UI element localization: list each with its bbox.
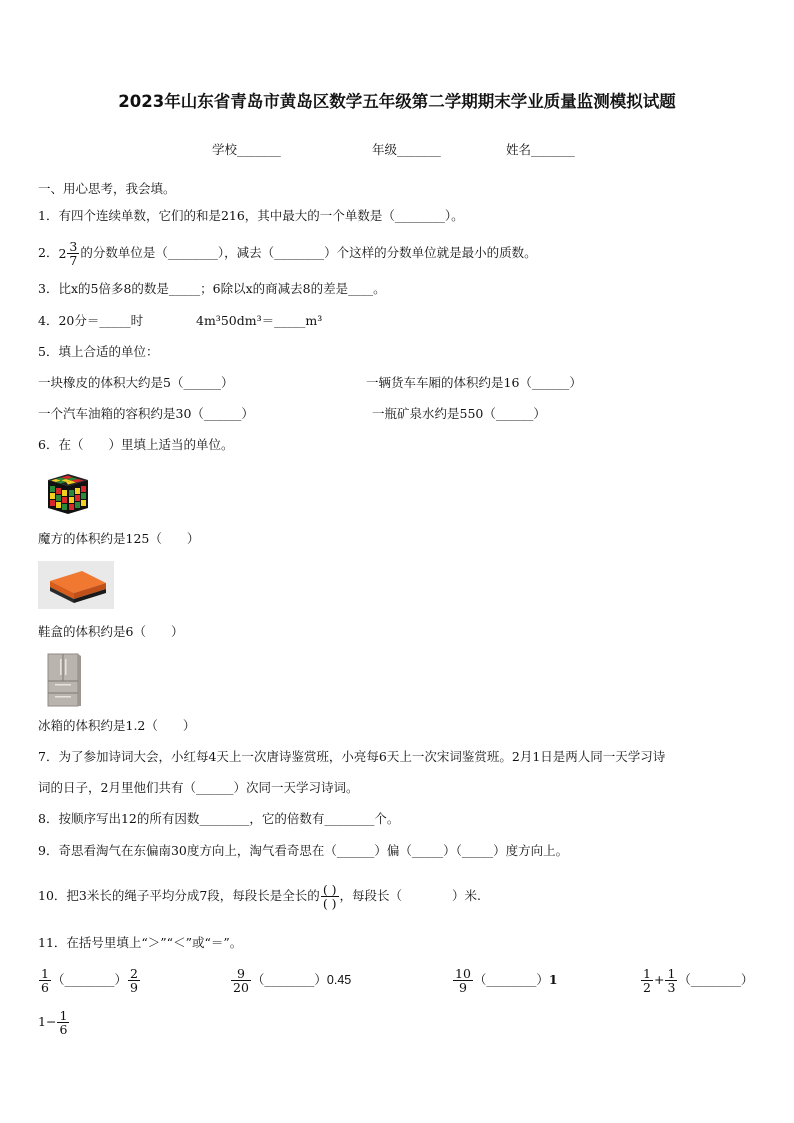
plus-sign: +: [653, 972, 665, 987]
fraction-denominator: 6: [59, 1022, 68, 1037]
fraction: [39, 967, 51, 994]
compare-item-2: [230, 962, 351, 998]
compare-item-4: [640, 962, 753, 998]
fraction-blank: [321, 883, 339, 910]
question-2-number: 2．: [38, 245, 59, 260]
fraction-numerator: 1: [667, 966, 676, 981]
question-2-text: 的分数单位是（________），减去（________）个这样的分数单位就是最小的质数。: [80, 245, 537, 260]
fraction: [453, 967, 473, 994]
question-5d: 一瓶矿泉水约是550（______）: [372, 406, 546, 421]
fraction-denominator: 20: [233, 980, 249, 995]
question-8: 8．按顺序写出12的所有因数________，它的倍数有________个。: [38, 811, 400, 826]
fraction-numerator: 1: [643, 966, 651, 981]
one-minus: 1−: [38, 1014, 57, 1029]
fraction: [665, 967, 677, 994]
question-5c: 一个汽车油箱的容积约是30（______）: [38, 406, 254, 421]
fraction-numerator: 2: [129, 966, 138, 981]
fraction-denominator: 2: [643, 980, 651, 995]
question-5-stem: 5．填上合适的单位：: [38, 344, 159, 359]
compare-value: 1: [548, 972, 558, 987]
fraction-denominator: 9: [129, 980, 138, 995]
fraction-numerator: 1: [59, 1008, 68, 1023]
compare-item-1: [38, 962, 141, 998]
question-4a: 4．20分＝_____时: [38, 313, 144, 328]
grade-field: 年级_______: [372, 142, 441, 157]
question-7-line2: 词的日子，2月里他们共有（______）次同一天学习诗词。: [38, 780, 359, 795]
answer-blank: （________）: [251, 972, 327, 987]
fraction-denominator: 6: [41, 980, 49, 995]
answer-blank: （________）: [678, 972, 754, 987]
fraction-numerator: 9: [231, 967, 251, 981]
compare-value: 0.45: [326, 973, 352, 987]
question-3: 3．比x的5倍多8的数是_____；6除以x的商减去8的差是____。: [38, 281, 386, 296]
page-title: 2023年山东省青岛市黄岛区数学五年级第二学期期末学业质量监测模拟试题: [118, 92, 676, 111]
question-10-text-a: 10．把3米长的绳子平均分成7段，每段长是全长的: [38, 888, 320, 903]
question-5b: 一辆货车车厢的体积约是16（______）: [366, 375, 582, 390]
fraction: [128, 967, 140, 994]
fraction-denominator: 3: [667, 980, 676, 995]
question-10: [38, 876, 481, 916]
fraction-denominator-blank: ( ): [322, 896, 337, 911]
fraction-numerator: 10: [455, 966, 471, 981]
shoe-box-image: [38, 561, 114, 612]
question-2: [38, 236, 537, 271]
school-field: 学校_______: [212, 142, 281, 157]
fraction-numerator-blank: ( ): [322, 882, 337, 897]
mixed-number-whole: 2: [58, 245, 67, 261]
question-9: 9．奇思看淘气在东偏南30度方向上，淘气看奇思在（______）偏（_____）（_____）度方向上。: [38, 843, 569, 858]
question-6-stem: 6．在（ ）里填上适当的单位。: [38, 437, 234, 452]
refrigerator-image: [46, 653, 82, 710]
answer-blank: （________）: [51, 972, 127, 987]
section-heading: 一、用心思考，我会填。: [38, 181, 176, 196]
question-7-line1: 7．为了参加诗词大会，小红每4天上一次唐诗鉴赏班，小亮每6天上一次宋词鉴赏班。2月1日是两人同一天学习诗: [38, 749, 666, 764]
fraction: [67, 240, 79, 267]
fraction-denominator: 9: [458, 980, 467, 995]
question-10-text-b: ，每段长（ ）米.: [339, 888, 482, 903]
fraction: [641, 967, 653, 994]
answer-blank: （________）: [473, 972, 549, 987]
question-6b: 鞋盒的体积约是6（ ）: [38, 624, 184, 639]
fraction-numerator: 3: [69, 239, 78, 254]
fraction-denominator: 7: [69, 253, 78, 268]
question-11-stem: 11．在括号里填上“＞”“＜”或“＝”。: [38, 935, 243, 950]
fraction-numerator: 1: [41, 966, 49, 981]
question-6a: 魔方的体积约是125（ ）: [38, 531, 200, 546]
rubiks-cube-image: [44, 470, 92, 519]
question-1: 1．有四个连续单数，它们的和是216，其中最大的一个单数是（________）。: [38, 208, 464, 223]
compare-item-4-rhs: [38, 1004, 70, 1040]
question-4b: 4m³50dm³＝_____m³: [196, 313, 323, 328]
question-5a: 一块橡皮的体积大约是5（______）: [38, 375, 234, 390]
compare-item-3: [452, 962, 558, 998]
question-6c: 冰箱的体积约是1.2（ ）: [38, 718, 196, 733]
fraction: [57, 1009, 69, 1036]
name-field: 姓名_______: [506, 142, 575, 157]
fraction: [231, 967, 251, 994]
